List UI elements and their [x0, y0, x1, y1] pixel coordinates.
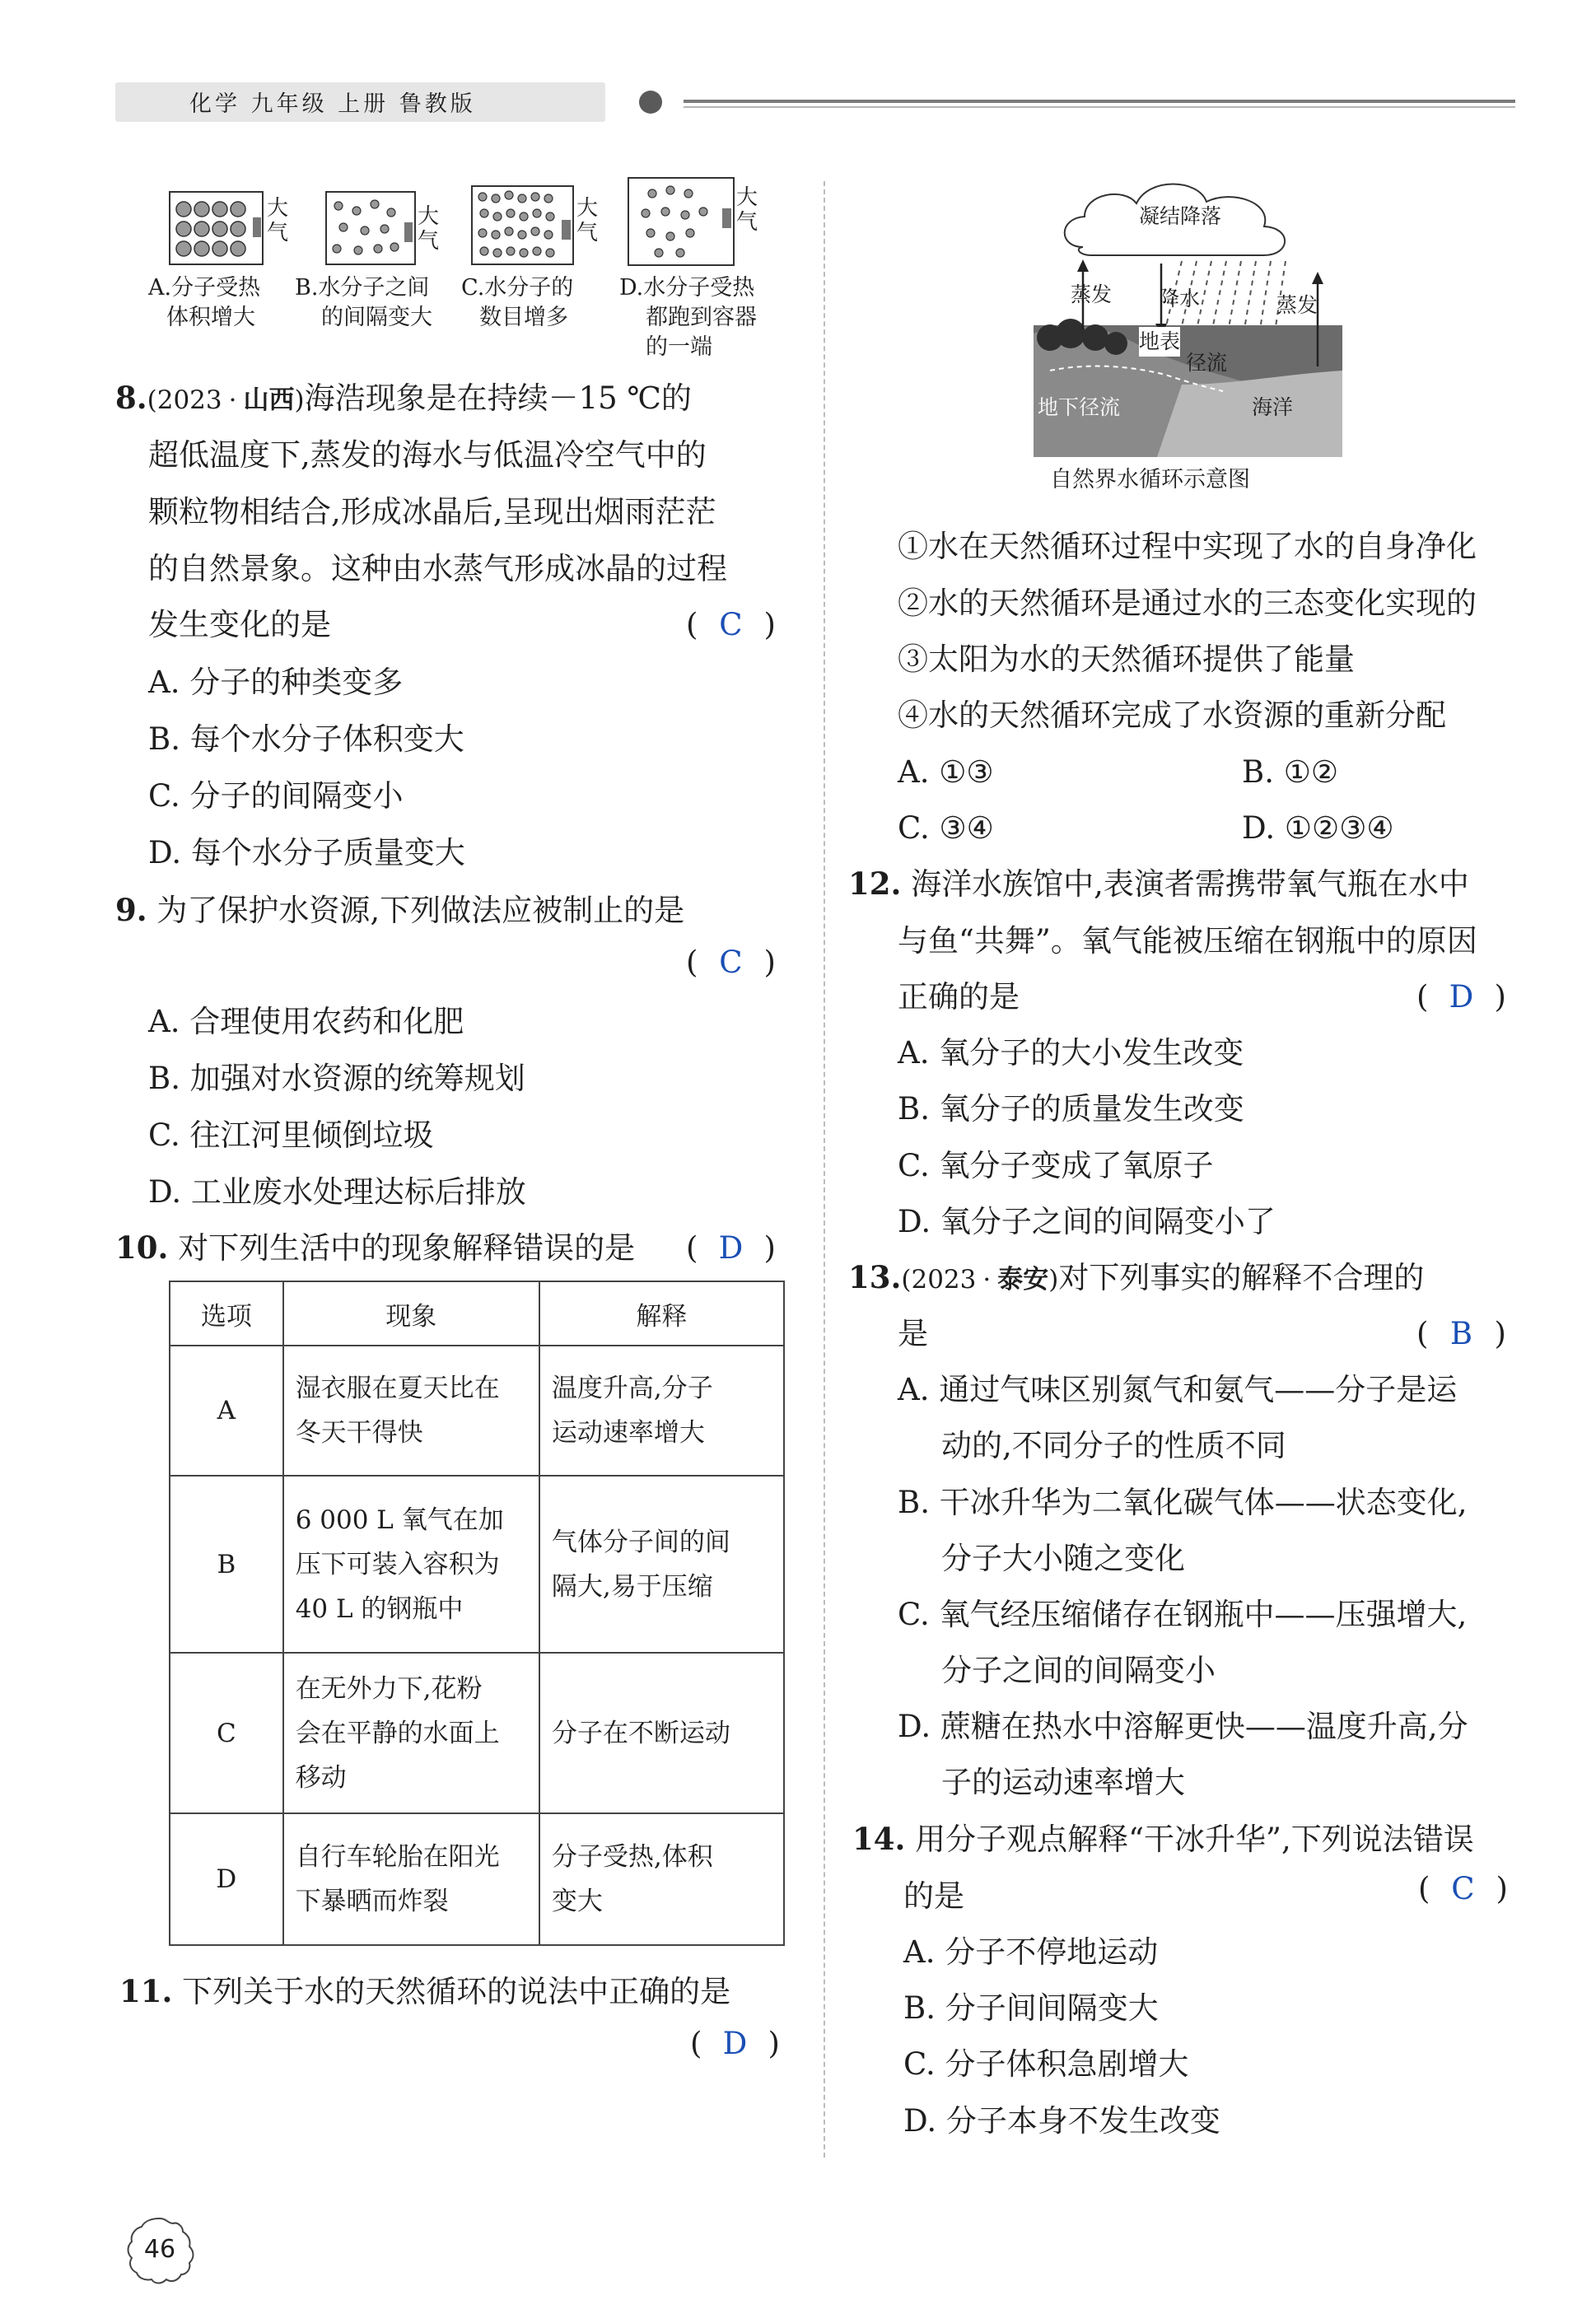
source-close: ) [294, 385, 305, 415]
caption-line: 体积增大 [166, 305, 255, 330]
table-cell-explanation [539, 1653, 784, 1813]
option: C. 往江河里倾倒垃圾 [148, 1117, 434, 1153]
question-text: 海洋水族馆中,表演者需携带氧气瓶在水中 [911, 866, 1469, 902]
question-text: 为了保护水资源,下列做法应被制止的是 [156, 893, 685, 928]
question-text: 的自然景象。这种由水蒸气形成冰晶的过程 [148, 551, 727, 586]
source-place: 山西 [243, 385, 295, 415]
cloud-label: 凝结降落 [1139, 204, 1222, 228]
molecule-icon-group [327, 193, 414, 264]
option-continuation: 分子之间的间隔变小 [941, 1653, 1216, 1688]
answer-value: C [719, 945, 743, 980]
answer-value: D [718, 1230, 744, 1266]
atm-label: 大气 [576, 196, 598, 245]
cell-line: 6 000 L 氧气在加 [295, 1505, 504, 1535]
option: B. 氧分子的质量发生改变 [898, 1091, 1244, 1127]
q8-line-1 [115, 380, 692, 416]
option: D. 分子本身不发生改变 [903, 2103, 1220, 2139]
caption-line: 都跑到容器 [646, 305, 757, 330]
option-continuation: 子的运动速率增大 [941, 1765, 1185, 1800]
caption-line: 的间隔变大 [321, 305, 432, 330]
answer-box: ( D ) [1416, 979, 1506, 1015]
statement: ③太阳为水的天然循环提供了能量 [898, 641, 1355, 677]
question-number: 8. [115, 380, 147, 416]
option: A. 氧分子的大小发生改变 [898, 1035, 1244, 1071]
question-number: 13. [848, 1259, 902, 1295]
q10-line-1 [115, 1229, 636, 1266]
cell-line: 40 L 的钢瓶中 [295, 1593, 464, 1624]
answer-box: ( C ) [686, 945, 776, 980]
source-open: (2023 [147, 385, 222, 415]
caption-line: A.分子受热 [148, 275, 261, 301]
table-cell-explanation [539, 1476, 784, 1653]
question-number: 10. [115, 1229, 169, 1266]
question-number: 11. [119, 1973, 173, 2009]
source-open: (2023 [901, 1265, 977, 1295]
question-text: 的是 [903, 1878, 964, 1914]
question-text: 超低温度下,蒸发的海水与低温冷空气中的 [148, 437, 707, 473]
cell-line: 在无外力下,花粉 [295, 1673, 483, 1704]
caption-line: 的一端 [646, 334, 712, 360]
option: A. 合理使用农药和化肥 [148, 1004, 464, 1039]
table-row [170, 1476, 784, 1653]
table-cell-option: A [170, 1346, 283, 1476]
table-row [170, 1346, 784, 1476]
cell-line: 温度升高,分子 [551, 1374, 713, 1403]
option: A. ①③ [898, 754, 994, 790]
q9-line-1 [115, 892, 685, 928]
cell-line: 自行车轮胎在阳光 [295, 1842, 500, 1872]
question-text: 正确的是 [898, 979, 1020, 1015]
table-header: 现象 [283, 1281, 539, 1346]
figure-caption: 自然界水循环示意图 [1050, 467, 1250, 492]
table-cell-phenomenon [283, 1813, 539, 1945]
option: B. 加强对水资源的统筹规划 [148, 1061, 525, 1096]
table-cell-explanation [539, 1346, 784, 1476]
question-text: 对下列生活中的现象解释错误的是 [178, 1230, 636, 1266]
table-cell-phenomenon [283, 1476, 539, 1653]
option: D. 每个水分子质量变大 [148, 835, 465, 870]
answer-box: ( C ) [1418, 1871, 1508, 1906]
option: B. 分子间间隔变大 [903, 1990, 1159, 2026]
option: C. 氧分子变成了氧原子 [898, 1148, 1214, 1183]
answer-box: ( D ) [686, 1230, 776, 1266]
question-text: 海浩现象是在持续－15 ℃的 [304, 380, 692, 416]
table-row [170, 1813, 784, 1945]
caption-line: 数目增多 [479, 305, 568, 330]
phenomenon-table [169, 1281, 785, 1946]
q13-line-1 [848, 1259, 1425, 1295]
caption-line: D.水分子受热 [619, 275, 755, 301]
atm-label: 大气 [417, 204, 439, 254]
cell-line: 分子在不断运动 [551, 1718, 730, 1748]
diagram-label: 降水 [1159, 287, 1201, 310]
option: D. ①②③④ [1242, 810, 1394, 846]
answer-value: C [719, 607, 743, 642]
option: D. 氧分子之间的间隔变小了 [898, 1204, 1276, 1239]
question-number: 12. [848, 865, 902, 902]
diagram-label: 地表 [1139, 327, 1180, 357]
option-continuation: 分子大小随之变化 [941, 1541, 1185, 1576]
caption-line: C.水分子的 [461, 275, 574, 301]
caption-line: B.水分子之间 [295, 275, 430, 301]
question-number: 14. [852, 1821, 906, 1857]
cell-line: 运动速率增大 [551, 1418, 705, 1448]
diagram-label: 海洋 [1252, 395, 1294, 419]
cell-line: 隔大,易于压缩 [551, 1571, 713, 1602]
statement: ④水的天然循环完成了水资源的重新分配 [898, 697, 1446, 733]
water-cycle-figure [1034, 169, 1342, 457]
page-number: 46 [143, 2235, 176, 2264]
table-header-row [170, 1281, 784, 1346]
column-divider [824, 181, 825, 2158]
diagram-label: 地下径流 [1038, 395, 1121, 419]
q7-caption-b [295, 273, 432, 333]
molecule-icon-group [170, 193, 262, 264]
table-cell-explanation [539, 1813, 784, 1945]
source-place: 泰安 [997, 1265, 1049, 1295]
table-header: 选项 [170, 1281, 283, 1346]
source-dot: · [982, 1265, 992, 1295]
q7-container-b [325, 191, 416, 265]
answer-value: D [722, 2026, 748, 2061]
cell-line: 冬天干得快 [295, 1418, 423, 1448]
answer-box: ( D ) [690, 2026, 780, 2061]
cell-line: 压下可装入容积为 [295, 1549, 500, 1579]
table-cell-phenomenon [283, 1653, 539, 1813]
header-rule [684, 100, 1515, 103]
q7-container-a [169, 191, 264, 265]
diagram-label: 蒸发 [1276, 293, 1318, 317]
diagram-label: 径流 [1186, 351, 1228, 375]
molecule-icon-group [473, 187, 572, 264]
question-text: 下列关于水的天然循环的说法中正确的是 [182, 1974, 731, 2009]
question-text: 发生变化的是 [148, 607, 331, 642]
table-cell-phenomenon [283, 1346, 539, 1476]
answer-box: ( C ) [686, 607, 776, 642]
q7-container-d [628, 177, 735, 266]
header-dot-decoration [639, 91, 662, 114]
cell-line: 移动 [295, 1762, 347, 1793]
source-close: ) [1048, 1265, 1059, 1295]
question-text: 颗粒物相结合,形成冰晶后,呈现出烟雨茫茫 [148, 494, 716, 530]
cell-line: 下暴晒而炸裂 [295, 1887, 449, 1916]
statement: ②水的天然循环是通过水的三态变化实现的 [898, 585, 1477, 621]
question-text: 与鱼“共舞”。氧气能被压缩在钢瓶中的原因 [898, 923, 1477, 959]
option: C. 分子体积急剧增大 [903, 2046, 1189, 2082]
diagram-label: 蒸发 [1071, 282, 1113, 306]
cell-line: 会在平静的水面上 [295, 1718, 500, 1748]
atm-label: 大气 [735, 185, 758, 235]
cell-line: 气体分子间的间 [551, 1527, 730, 1557]
q12-line-1 [848, 865, 1469, 902]
q11-line-1 [119, 1973, 731, 2009]
cell-line: 分子受热,体积 [551, 1842, 713, 1872]
q7-caption-a [148, 273, 260, 333]
atm-label: 大气 [266, 196, 288, 245]
question-text: 用分子观点解释“干冰升华”,下列说法错误 [915, 1822, 1474, 1857]
header-rule-thin [684, 106, 1515, 108]
option: A. 分子不停地运动 [903, 1934, 1159, 1970]
option: A. 通过气味区别氮气和氨气——分子是运 [898, 1372, 1458, 1407]
cell-line: 湿衣服在夏天比在 [295, 1374, 500, 1403]
option: D. 蔗糖在热水中溶解更快——温度升高,分 [898, 1709, 1468, 1744]
option: B. 每个水分子体积变大 [148, 721, 464, 757]
option: C. 氧气经压缩储存在钢瓶中——压强增大, [898, 1597, 1468, 1632]
option: C. ③④ [898, 810, 994, 846]
table-cell-option: D [170, 1813, 283, 1945]
header-title: 化学 九年级 上册 鲁教版 [189, 91, 476, 117]
option: A. 分子的种类变多 [148, 665, 404, 700]
question-text: 对下列事实的解释不合理的 [1058, 1260, 1425, 1295]
q14-line-1 [852, 1821, 1474, 1857]
option: C. 分子的间隔变小 [148, 778, 404, 814]
q7-caption-c [461, 273, 573, 333]
source-dot: · [228, 385, 237, 415]
q7-caption-d [619, 273, 757, 362]
answer-value: D [1449, 979, 1474, 1015]
table-cell-option: B [170, 1476, 283, 1653]
question-number: 9. [115, 892, 147, 928]
option: B. ①② [1242, 754, 1339, 790]
answer-value: C [1451, 1871, 1475, 1906]
table-header: 解释 [539, 1281, 784, 1346]
option-continuation: 动的,不同分子的性质不同 [941, 1428, 1286, 1463]
option: B. 干冰升华为二氧化碳气体——状态变化, [898, 1485, 1468, 1520]
answer-value: B [1449, 1316, 1473, 1351]
q7-container-c [471, 185, 574, 265]
page-number-badge [125, 2215, 194, 2284]
cell-line: 变大 [551, 1887, 603, 1916]
statement: ①水在天然循环过程中实现了水的自身净化 [898, 529, 1477, 564]
answer-box: ( B ) [1416, 1316, 1506, 1351]
option: D. 工业废水处理达标后排放 [148, 1174, 526, 1210]
table-cell-option: C [170, 1653, 283, 1813]
molecule-icon-group [629, 179, 733, 264]
table-row [170, 1653, 784, 1813]
question-text: 是 [898, 1316, 928, 1351]
